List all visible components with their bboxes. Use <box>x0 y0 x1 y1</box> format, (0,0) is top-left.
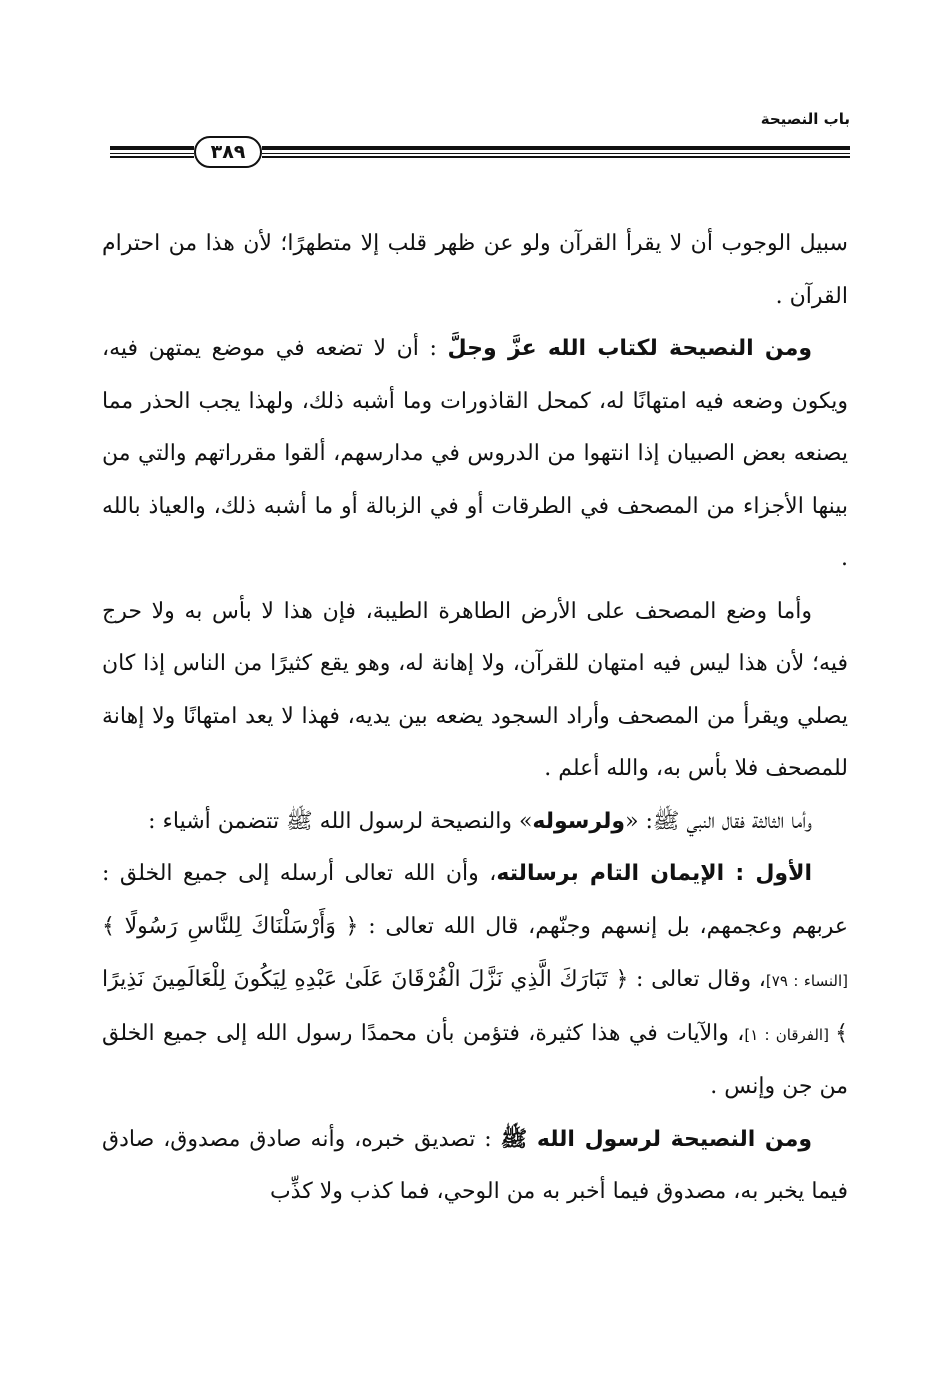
running-title: باب النصيحة <box>760 110 850 128</box>
paragraph-lead: الأول : الإيمان التام برسالته <box>496 861 813 886</box>
paragraph-text: » والنصيحة لرسول الله ﷺ تتضمن أشياء : <box>148 808 533 834</box>
paragraph-text: سبيل الوجوب أن لا يقرأ القرآن ولو عن ظهر قلب إلا متطهرًا؛ لأن هذا من احترام القرآن . <box>102 231 848 309</box>
paragraph-4 <box>102 796 848 849</box>
paragraph-text: ، وأن الله تعالى أرسله إلى جميع الخلق : عربهم وعجمهم، بل إنسهم وجنّهم، قال الله تعالى : <box>102 861 848 939</box>
header-rule-right <box>262 146 850 158</box>
paragraph-text: ، والآيات في هذا كثيرة، فتؤمن بأن محمدًا رسول الله إلى جميع الخلق من جن وإنس . <box>102 1020 848 1099</box>
paragraph-2 <box>102 323 848 586</box>
paragraph-text: : أن لا تضعه في موضع يمتهن فيه، ويكون وضعه فيه امتهانًا له، كمحل القاذورات وما أشبه ذلك، ولهذا يجب الحذر مما يصنعه بعض الصبيان إذا انتهوا من الدروس في مدارسهم، ألقوا مقرراتهم والتي من بينها الأجزاء من المصحف في الطرقات أو في الزبالة أو ما أشبه ذلك، والعياذ بالله . <box>102 336 848 571</box>
paragraph-3 <box>102 586 848 796</box>
paragraph-text: : تصديق خبره، وأنه صادق مصدوق، صادق فيما يخبر به، مصدوق فيما أخبر به من الوحي، فما كذب ولا كذِّب <box>102 1126 848 1204</box>
paragraph-5 <box>102 848 848 1114</box>
paragraph-text: وأما الثالثة فقال النبي ﷺ: « <box>625 808 812 834</box>
page-number: ٣٨٩ <box>194 136 262 168</box>
paragraph-lead: ومن النصيحة لكتاب الله عزَّ وجلَّ <box>447 336 812 361</box>
header-rule-left <box>110 146 194 158</box>
paragraph-text: وأما وضع المصحف على الأرض الطاهرة الطيبة، فإن هذا لا بأس به ولا حرج فيه؛ لأن هذا ليس فيه امتهان للقرآن، ولا إهانة له، وهو يقع كثيرًا من الناس إذا كان يصلي ويقرأ من المصحف وأراد السجود يضعه بين يديه، فهذا لا يعد امتهانًا ولا إهانة للمصحف فلا بأس به، والله أعلم . <box>102 598 848 781</box>
paragraph-6 <box>102 1114 848 1219</box>
quran-verse: ﴿ تَبَارَكَ الَّذِي نَزَّلَ الْفُرْقَانَ عَلَىٰ عَبْدِهِ لِيَكُونَ لِلْعَالَمِينَ نَذِيرًا ﴾ <box>102 967 848 1046</box>
paragraph-text: ، وقال تعالى : <box>628 967 766 992</box>
page-body <box>102 218 848 1219</box>
verse-reference: [الفرقان : ١] <box>744 1025 836 1044</box>
paragraph-lead: ومن النصيحة لرسول الله ﷺ <box>500 1126 813 1152</box>
verse-reference: [النساء : ٧٩] <box>765 972 849 990</box>
quran-verse: ﴿ وَأَرْسَلْنَاكَ لِلنَّاسِ رَسُولًا ﴾ <box>102 913 359 939</box>
paragraph-1 <box>102 218 848 323</box>
hadith-word: ولرسوله <box>532 808 626 834</box>
